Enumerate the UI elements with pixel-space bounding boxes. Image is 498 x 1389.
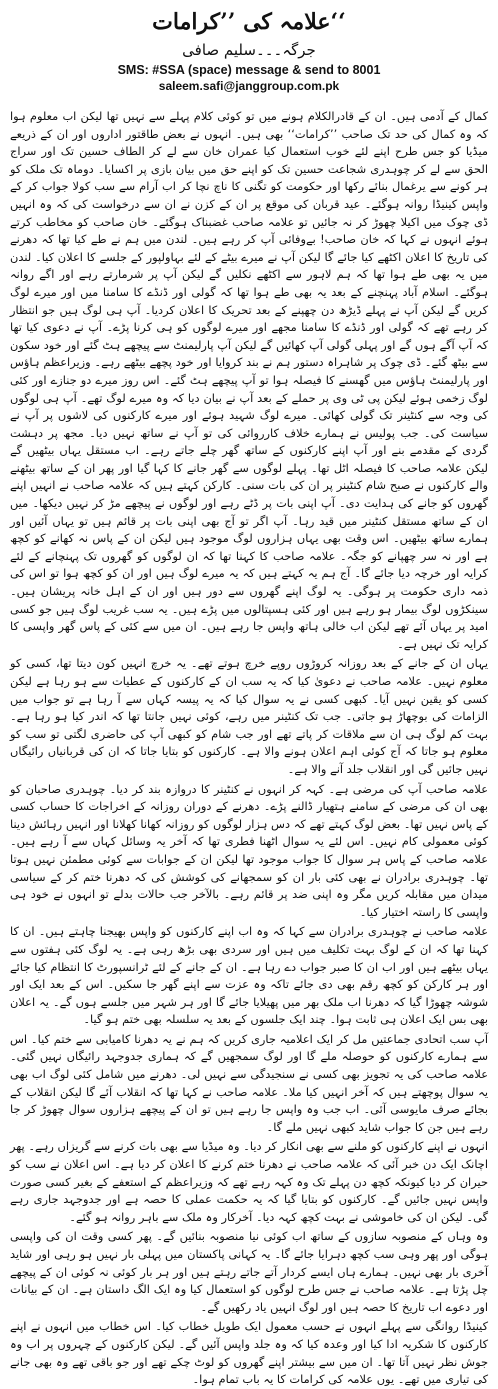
byline: جرگہ۔۔۔سلیم صافی	[182, 41, 316, 59]
paragraph: علامہ صاحب نے چوہدری برادران سے کہا کہ وہ اب اپنے کارکنوں کو واپس بھیجنا چاہتے ہیں۔ ان کا کہنا تھا کہ ان کے لوگ بہت تکلیف میں ہیں اور سردی بھی بڑھ رہی ہے۔ یہ لوگ کئی ہفتوں سے یہاں بیٹھے ہیں اور اب ان کا صبر جواب دے رہا ہے۔ ان کے جانے کے لئے ٹرانسپورٹ کا انتظام کیا جائے اور ہر کارکن کو کچھ رقم بھی دی جائے تاکہ وہ عزت سے اپنے گھر جا سکیں۔ اس کے بعد ایک اور شوشہ چھوڑا گیا کہ دھرنا اب ملک بھر میں پھیلایا جائے گا اور ہر شہر میں جلسے ہوں گے۔ یہ اعلان بھی بس ایک اعلان ہی ثابت ہوا۔ چند ایک جلسوں کے بعد یہ سلسلہ بھی ختم ہو گیا۔	[10, 924, 488, 1027]
paragraph: کینیڈا روانگی سے پہلے انہوں نے حسب معمول ایک طویل خطاب کیا۔ اس خطاب میں انہوں نے اپنے کارکنوں کا شکریہ ادا کیا اور وعدہ کیا کہ وہ جلد واپس آئیں گے۔ لیکن کارکنوں کے چہروں پر اب وہ جوش نظر نہیں آتا تھا۔ ان میں سے بیشتر اپنے گھروں کو لوٹ چکے تھے اور جو باقی تھے وہ بھی جانے کی تیاری میں تھے۔ یوں علامہ کی کرامات کا یہ باب تمام ہوا۔	[10, 1319, 488, 1387]
paragraph: کمال کے آدمی ہیں۔ ان کے قادرالکلام ہونے میں تو کوئی کلام پہلے سے نہیں تھا لیکن اب معلوم ہوا کہ وہ کمال کی حد تک صاحب ’’کرامات‘‘ بھی ہیں۔ انہوں نے بعض طاقتور اداروں اور ان کے ذریعے میڈیا کو جس طرح اپنے لئے خوب استعمال کیا عمران خان سے لے کر الطاف حسین تک اور سراج الحق سے لے کر چوہدری شجاعت حسین تک کو اپنے حق میں بیان بازی پر اکسایا۔ دوماہ تک ملک کو ہر کونے سے یرغمال بنائے رکھا اور حکومت کو تگنی کا ناچ نچا کر اب آرام سے سب کولا جواب کر کے واپس کینیڈا روانہ ہوگئے۔ عید قربان کی موقع پر ان کے کزن نے ان سے درخواست کی کہ وہ انہیں ڈی چوک میں اکیلا چھوڑ کر نہ جائیں تو علامہ صاحب غضبناک ہوگئے۔ خان صاحب کو مخاطب کرتے ہوئے انہوں نے کہا کہ خان صاحب! بےوفائی آپ کر رہے ہیں۔ لندن میں ہم نے طے کیا تھا کہ دھرنے کی تاریخ کا اعلان اکٹھے کیا جائے گا لیکن آپ نے میرے بیٹے کے لئے بہاولپور کے جلسے کا اعلان کیا۔ لندن میں یہ بھی طے ہوا تھا کہ ہم لاہور سے اکٹھے نکلیں گے لیکن آپ پر شرمارتے رہے اور اگے روانہ ہوگئے۔ اسلام آباد پہنچنے کے بعد یہ بھی طے ہوا تھا کہ گولی اور ڈنڈے کا سامنا میں اور میرے لوگ کریں گے لیکن آپ نے پہلے ڈیڑھ دن چھپنے کے بعد تحریک کا اعلان کردیا۔ آپ ہی لوگ ہیں جو انتظار کر رہے تھے کہ گولی اور ڈنڈے کا سامنا مجھے اور میرے لوگوں کو ہی کرنا پڑے۔ آپ نے دعوی کیا تھا کہ آپ آگے ہوں گے اور پہلی گولی آپ کھائیں گے لیکن آپ پارلیمنٹ سے پیچھے ہٹ گئے اور خود سکون سے بیٹھ گئے۔ ڈی چوک پر شاہراہ دستور ہم نے بند کروایا اور خود پچھے بیٹھے رہے۔ وزیراعظم ہاؤس اور پارلیمنٹ ہاؤس میں گھسنے کا فیصلہ ہوا تو آپ پیچھے ہٹ گئے۔ اس روز میرے دو جنازے اور کئی لوگ زخمی ہوئے لیکن پی ٹی وی پر حملے کے بعد آپ نے بیان دیا کہ وہ میرے لوگ تھے۔ آپ ہی لوگوں کی وجہ سے کنٹینر تک گولی کھائی۔ میرے لوگ شہید ہوئے اور میرے کارکنوں کی لاشوں پر آپ نے سیاست کی۔ جب پولیس نے ہمارے خلاف کارروائی کی تو آپ نے ساتھ نہیں دیا۔ مجھ پر دہشت گردی کے مقدمے بنے اور آپ اپنے کارکنوں کے ساتھ گھر چلے جاتے رہے۔ اب مستقل یہاں بیٹھیں گے لیکن علامہ صاحب کا فیصلہ اٹل تھا۔ پہلے لوگوں سے گھر جانے کا کہا گیا اور پھر ان کے ساتھ بیٹھنے والے کارکنوں نے صبح شام کنٹینر پر ان کی بات سنی۔ کارکن کہتے ہیں کہ علامہ صاحب نے انہیں اپنے گھروں کو جانے کی ہدایت دی۔ آپ اپنی بات پر ڈٹے رہے اور لوگوں نے پیچھے مڑ کر نہیں دیکھا۔ میں ان کے ساتھ مستقل کنٹینر میں قید رہا۔ آپ اگر تو آج بھی اپنی بات پر قائم ہیں تو یہاں آئیں اور ہمارے ساتھ بیٹھیں۔ اس وقت بھی یہاں ہزاروں لوگ موجود ہیں لیکن ان کے پاس نہ کھانے کو کچھ ہے اور نہ سر چھپانے کو جگہ۔ علامہ صاحب کا کہنا تھا کہ ان لوگوں کو گھروں تک پہنچانے کے لئے کرایہ اور خرچہ دیا جائے گا۔ آج ہم یہ کہتے ہیں کہ یہ میرے لوگ ہیں اور ان کو کچھ ہوا تو اس کی ذمہ داری حکومت پر ہوگی۔ یہ لوگ اپنے گھروں سے دور ہیں اور ان کے اہل خانہ پریشان ہیں۔ سینکڑوں لوگ بیمار ہو رہے ہیں اور کئی ہسپتالوں میں پڑے ہیں۔ یہ سب غریب لوگ ہیں جو کسی امید پر یہاں آئے تھے لیکن اب خالی ہاتھ واپس جا رہے ہیں۔ ان میں سے کئی کے پاس گھر واپسی کا کرایہ تک نہیں ہے۔	[10, 109, 488, 651]
paragraph: انہوں نے اپنے کارکنوں کو ملنے سے بھی انکار کر دیا۔ وہ میڈیا سے بھی بات کرنے سے گریزاں رہے۔ پھر اچانک ایک دن خبر آئی کہ علامہ صاحب نے دھرنا ختم کرنے کا اعلان کر دیا ہے۔ اس اعلان نے سب کو حیران کر دیا کیونکہ کچھ دن پہلے تک وہ کہہ رہے تھے کہ وزیراعظم کے استعفے کے بغیر کسی صورت واپس نہیں جائیں گے۔ کارکنوں کو بتایا گیا کہ یہ حکمت عملی کا حصہ ہے اور جدوجہد جاری رہے گی۔ لیکن ان کی خاموشی نے بہت کچھ کہہ دیا۔ آخرکار وہ ملک سے باہر روانہ ہو گئے۔	[10, 1139, 488, 1224]
paragraph: علامہ صاحب آپ کی مرضی ہے۔ کہہ کر انہوں نے کنٹینر کا دروازہ بند کر دیا۔ چوہدری صاحبان کو بھی ان کی مرضی کے سامنے ہتھیار ڈالنے پڑے۔ دھرنے کے دوران روزانہ کے اخراجات کا حساب کسی کے پاس نہیں تھا۔ بعض لوگ کہتے تھے کہ دس ہزار لوگوں کو روزانہ کھانا کھلانا اور انہیں رہائش دینا کوئی معمولی کام نہیں۔ اس لئے یہ سوال اٹھنا فطری تھا کہ آخر یہ وسائل کہاں سے آ رہے ہیں۔ علامہ صاحب کے پاس ہر سوال کا جواب موجود تھا لیکن ان کے جوابات سے کوئی مطمئن نہیں ہوتا تھا۔ چوہدری برادران نے بھی کئی بار ان کو سمجھانے کی کوشش کی کہ دھرنا ختم کر کے سیاسی میدان میں مقابلہ کریں مگر وہ اپنی ضد پر قائم رہے۔ بالآخر جب حالات بدلے تو انہوں نے خود ہی واپسی کا راستہ اختیار کیا۔	[10, 781, 488, 919]
article-body	[10, 108, 488, 1389]
article-title: علامہ کی ’’کرامات‘‘	[152, 9, 346, 35]
sms-instruction: SMS: #SSA (space) message & send to 8001	[117, 63, 381, 77]
paragraph: آپ سب اتحادی جماعتیں مل کر ایک اعلامیہ جاری کریں کہ ہم نے یہ دھرنا کامیابی سے ختم کیا۔ اس سے ہمارے کارکنوں کو حوصلہ ملے گا اور لوگ سمجھیں گے کہ ہماری جدوجہد رائیگاں نہیں گئی۔ علامہ صاحب کی یہ تجویز بھی کسی نے سنجیدگی سے نہیں لی۔ دھرنے میں شامل کئی لوگ اب بھی یہ سوال پوچھتے ہیں کہ آخر انہیں کیا ملا۔ علامہ صاحب نے کہا تھا کہ انقلاب آئے گا لیکن انقلاب کے بجائے صرف مایوسی آئی۔ اب جب وہ واپس جا رہے ہیں تو ان کے پیچھے ہزاروں سوال چھوڑ کر جا رہے ہیں جن کا جواب شاید کبھی نہیں ملے گا۔	[10, 1031, 488, 1134]
paragraph: وہ وہاں کے منصوبہ سازوں کے ساتھ اب کوئی نیا منصوبہ بنائیں گے۔ پھر کسی وقت ان کی واپسی ہوگی اور پھر وہی سب کچھ دہرایا جائے گا۔ یہ کہانی پاکستان میں پہلی بار نہیں ہو رہی اور شاید آخری بار بھی نہیں۔ ہمارے ہاں ایسے کردار آتے جاتے رہتے ہیں اور ہر بار کوئی نہ کوئی ان کے پیچھے چل پڑتا ہے۔ علامہ صاحب نے جس طرح لوگوں کو استعمال کیا وہ ایک الگ داستان ہے۔ ان کے بیانات اور دعوے اب تاریخ کا حصہ ہیں اور لوگ انہیں یاد رکھیں گے۔	[10, 1229, 488, 1314]
author-email: saleem.safi@janggroup.com.pk	[158, 79, 340, 93]
paragraph: یہاں ان کے جانے کے بعد روزانہ کروڑوں روپے خرچ ہوتے تھے۔ یہ خرچ انہیں کون دیتا تھا، کسی کو معلوم نہیں۔ علامہ صاحب نے دعویٰ کیا کہ یہ سب ان کے کارکنوں کے عطیات سے ہو رہا ہے لیکن کسی کو یقین نہیں آیا۔ کبھی کسی نے یہ سوال کیا کہ یہ پیسہ کہاں سے آ رہا ہے تو جواب میں الزامات کی بوچھاڑ ہو جاتی۔ جب تک کنٹینر میں رہے، کوئی نہیں جانتا تھا کہ اندر کیا ہو رہا ہے۔ بہت کم لوگ ہی ان سے ملاقات کر پاتے تھے اور جب شام کو کبھی آپ کی حاضری لگتی تو سب کو معلوم ہو جاتا کہ آج کوئی اہم اعلان ہونے والا ہے۔ کارکنوں کو بتایا جاتا کہ ان کی قربانیاں رائیگاں نہیں جائیں گی اور انقلاب جلد آنے والا ہے۔	[10, 656, 488, 776]
